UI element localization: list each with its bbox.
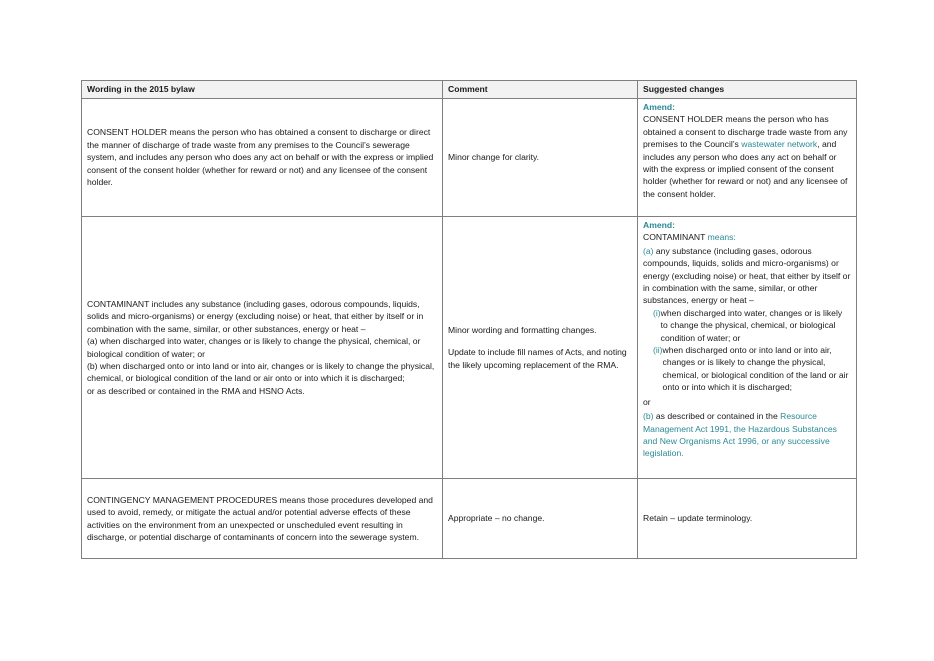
suggested-text — [643, 114, 847, 198]
subclause-ii-label: (ii) — [653, 345, 663, 356]
subclause-i-text: when discharged into water, changes or is likely to change the physical, chemical, or biological condition of water; or — [660, 307, 843, 343]
clause-b — [643, 410, 851, 460]
wording-cell: CONTINGENCY MANAGEMENT PROCEDURES means those procedures developed and used to avoid, remedy, or mitigate the actual and/or potential adverse effects of these activities on the environment from an unexpected or unscheduled event resulting in discharge, or potential discharge of contaminants of concern into the sewerage system. — [82, 479, 443, 559]
comment-cell: Appropriate – no change. — [443, 479, 638, 559]
table-row-consent-holder — [82, 99, 857, 217]
table-row-contaminant — [82, 217, 857, 479]
inserted-text: means: — [707, 232, 736, 243]
comment-line-2: Update to include fill names of Acts, and noting the likely upcoming replacement of the RMA. — [448, 347, 627, 370]
spacer — [448, 336, 632, 346]
subclause-ii — [653, 344, 851, 394]
subclause-ii-text: when discharged onto or into land or into air, changes or is likely to change the physical, chemical, or biological condition of the land or air onto or into which it is discharged; — [662, 345, 849, 393]
comment-cell — [443, 217, 638, 479]
table-header-row — [82, 81, 857, 99]
suggested-cell: Retain – update terminology. — [638, 479, 857, 559]
table-row-contingency — [82, 479, 857, 559]
suggested-cell — [638, 99, 857, 217]
inserted-text: wastewater network — [741, 139, 818, 150]
clause-a-label: (a) — [643, 245, 654, 256]
header-wording: Wording in the 2015 bylaw — [82, 81, 443, 99]
amend-label: Amend: — [643, 220, 675, 230]
bylaw-changes-table — [81, 80, 857, 559]
or-text: or — [643, 396, 651, 407]
wording-cell: CONSENT HOLDER means the person who has obtained a consent to discharge or direct the manner of discharge of trade waste from any premises to the Council’s sewerage system, and includes any person who does any act on behalf or with the express or implied consent of the consent holder (whether for reward or not) and any licensee of the consent holder. — [82, 99, 443, 217]
wording-cell — [82, 217, 443, 479]
clause-a-text: any substance (including gases, odorous compounds, liquids, solids and micro-organisms) or energy (excluding noise) or heat, that either by itself or in combination with the same, similar, or other substances, energy or heat – — [643, 245, 851, 306]
wording-clause-b: (b) when discharged onto or into land or into air, changes or is likely to change the physical, chemical, or biological condition of the land or air onto or into which it is discharged; — [87, 360, 435, 384]
term-line — [643, 231, 851, 243]
comment-line-1: Minor wording and formatting changes. — [448, 324, 597, 335]
wording-end: or as described or contained in the RMA and HSNO Acts. — [87, 385, 305, 396]
suggested-cell — [638, 217, 857, 479]
clause-a — [643, 245, 851, 307]
header-comment: Comment — [443, 81, 638, 99]
clause-b-text: as described or contained in the — [655, 411, 781, 422]
term: CONTAMINANT — [643, 232, 706, 243]
suggested-text-part: CONSENT HOLDER means the person who has obtained a consent to discharge trade waste from any premises to the Council’s — [643, 114, 848, 150]
comment-cell: Minor change for clarity. — [443, 99, 638, 217]
inserted-text: Resource Management Act 1991, the Hazardous Substances and New Organisms Act 1996, or any successive legislation. — [643, 411, 837, 459]
clause-b-label: (b) — [643, 411, 654, 422]
amend-label: Amend: — [643, 102, 675, 112]
subclause-i-label: (i) — [653, 307, 661, 318]
wording-clause-a: (a) when discharged into water, changes or is likely to change the physical, chemical, or biological condition of water; or — [87, 336, 421, 359]
wording-intro: CONTAMINANT includes any substance (including gases, odorous compounds, liquids, solids and micro-organisms) or energy (excluding noise) or heat, that either by itself or in combination with the same, similar, or other substances, energy or heat – — [87, 298, 424, 334]
subclause-i — [653, 307, 851, 344]
header-suggested: Suggested changes — [638, 81, 857, 99]
suggested-text-part: , and includes any person who does any act on behalf or with the express or implied consent of the consent holder (whether for reward or not) and any licensee of the consent holder. — [643, 139, 848, 199]
